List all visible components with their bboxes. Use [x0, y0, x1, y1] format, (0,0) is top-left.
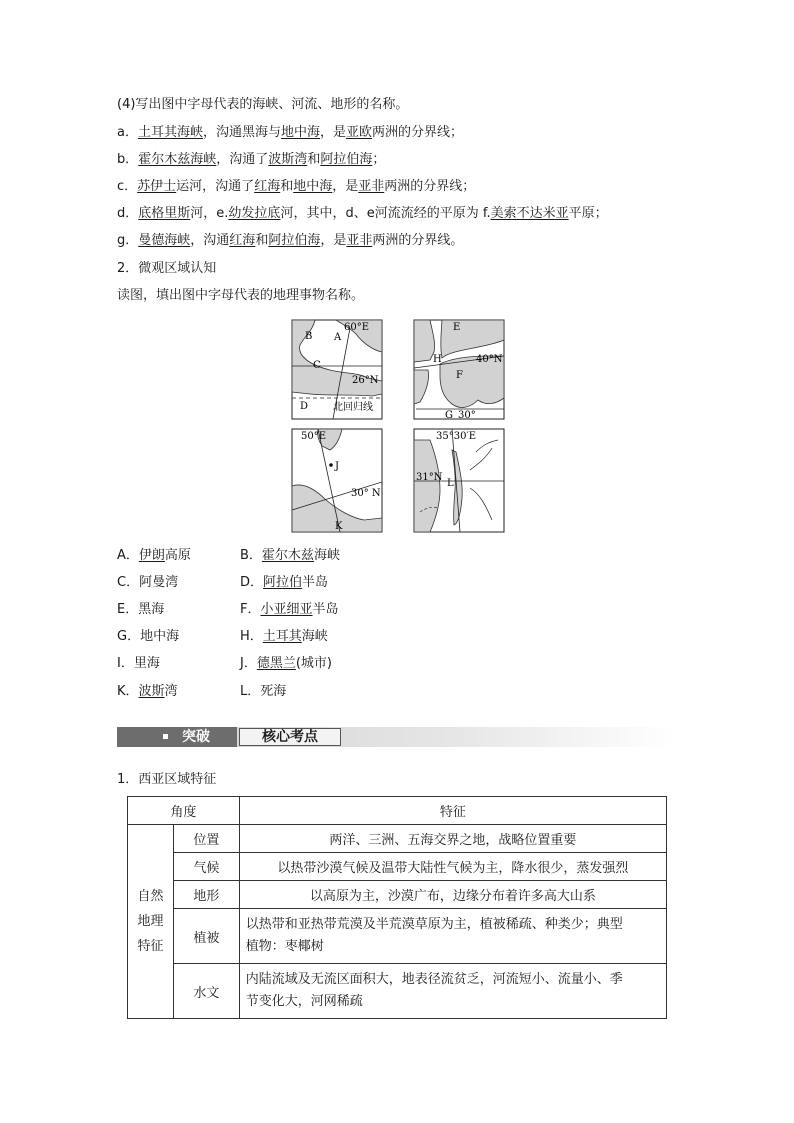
section1-heading: 1．西亚区域特征: [117, 772, 217, 787]
text: 运河，沟通了: [176, 179, 255, 194]
feature-cell: 以高原为主，沙漠广布，边缘分布着许多高大山系: [239, 881, 666, 909]
map2-lat-label: 40°N: [476, 354, 503, 365]
answer-c: [117, 574, 178, 592]
q2-heading: 2．微观区域认知: [117, 261, 217, 276]
map2-letter-f: F: [456, 370, 463, 381]
map2-letter-g: G: [445, 410, 453, 421]
header-angle: 角度: [128, 797, 240, 825]
text: 阿曼湾: [139, 575, 179, 590]
banner-tag-core: 核心考点: [239, 728, 341, 746]
q4-title: (4)写出图中字母代表的海峡、河流、地形的名称。: [117, 97, 409, 112]
answer-a: [117, 547, 191, 565]
aspect-cell: 水文: [173, 964, 239, 1019]
feature-line: 以热带和亚热带荒漠及半荒漠草原为主，植被稀疏、种类少；典型: [245, 917, 623, 932]
answer-blank: 霍尔木兹海峡: [138, 152, 217, 167]
map1-letter-a: A: [334, 332, 342, 343]
text: 高原: [164, 548, 191, 563]
answer-blank: 亚非: [358, 179, 385, 194]
answer-k: [117, 683, 178, 701]
answer-blank: 霍尔木兹: [261, 548, 314, 563]
text: 地中海: [140, 629, 180, 644]
map1-tropic-label: 北回归线: [333, 402, 373, 413]
text: 和: [255, 233, 269, 248]
prefix: F．: [240, 602, 261, 617]
text: 里海: [133, 656, 160, 671]
text: 半岛: [312, 602, 339, 617]
text: (城市): [295, 656, 333, 671]
answer-blank: 亚非: [346, 233, 373, 248]
prefix: b．: [117, 152, 139, 167]
prefix: H．: [240, 629, 263, 644]
answer-blank: 地中海: [293, 179, 333, 194]
text: 海峡: [313, 548, 340, 563]
map4-lon-label: 35°30′E: [436, 431, 477, 442]
map1-letter-b: B: [305, 331, 313, 342]
answer-blank: 阿拉伯: [263, 575, 303, 590]
map-1: [292, 320, 382, 419]
answer-b: [240, 547, 340, 565]
feature-cell: [239, 909, 666, 964]
table-row: [128, 825, 667, 853]
text: 死海: [260, 684, 287, 699]
prefix: c．: [117, 179, 138, 194]
category-line: 地理: [137, 914, 164, 929]
text: ，是: [332, 179, 359, 194]
feature-line: 节变化大，河网稀疏: [245, 994, 363, 1009]
prefix: a．: [117, 125, 138, 140]
prefix: D．: [240, 575, 264, 590]
prefix: K．: [117, 684, 139, 699]
table-row: [128, 909, 667, 964]
map1-lon-label: 60°E: [344, 322, 370, 333]
text: ，沟通了: [216, 152, 269, 167]
answer-l: [240, 683, 286, 701]
map3-lat-label: 30° N: [351, 488, 381, 499]
text: 和: [280, 179, 294, 194]
map4-lat-label: 31°N: [416, 472, 443, 483]
map-3: [292, 429, 382, 532]
answer-j: [240, 655, 332, 673]
answer-h: [240, 628, 328, 646]
map-4: [414, 429, 504, 532]
table-row: [128, 881, 667, 909]
map2-letter-h: H: [433, 354, 442, 365]
map1-letter-c: C: [313, 360, 321, 371]
map2-letter-e: E: [453, 322, 461, 333]
text: 海峡: [301, 629, 328, 644]
feature-line: 植物：枣椰树: [245, 939, 324, 954]
answer-e: [117, 601, 164, 619]
map3-letter-k: K: [335, 521, 343, 532]
aspect-cell: 位置: [173, 825, 239, 853]
banner-left-label: 突破: [182, 729, 210, 745]
answer-i: [117, 655, 160, 673]
map-2: [414, 320, 504, 421]
answer-blank: 红海: [254, 179, 281, 194]
prefix: A．: [117, 548, 139, 563]
prefix: B．: [240, 548, 262, 563]
answer-blank: 底格里斯: [138, 206, 191, 221]
region-maps: [0, 0, 794, 540]
header-feature: 特征: [239, 797, 666, 825]
text: 两洲的分界线。: [372, 233, 464, 248]
text: 黑海: [138, 602, 165, 617]
feature-line: 内陆流域及无流区面积大，地表径流贫乏，河流短小、流量小、季: [245, 972, 623, 987]
text: ，沟通黑海与: [202, 125, 281, 140]
text: ，是: [320, 125, 347, 140]
banner-tag-breakthrough: [117, 727, 237, 747]
text: 湾: [164, 684, 178, 699]
answer-g: [117, 628, 179, 646]
text: 两洲的分界线；: [384, 179, 476, 194]
table-row: [128, 964, 667, 1019]
table-header-row: [128, 797, 667, 825]
category-line: 自然: [137, 889, 164, 904]
answer-f: [240, 601, 339, 619]
answer-blank: 伊朗: [138, 548, 165, 563]
map3-letter-j: J: [335, 461, 340, 472]
category-line: 特征: [137, 939, 164, 954]
section-banner: [117, 727, 677, 747]
feature-cell: 以热带沙漠气候及温带大陆性气候为主，降水很少，蒸发强烈: [239, 853, 666, 881]
answer-blank: 亚欧: [346, 125, 373, 140]
prefix: E．: [117, 602, 139, 617]
answer-blank: 土耳其: [262, 629, 302, 644]
answer-blank: 波斯: [138, 684, 165, 699]
answer-blank: 曼德海峡: [138, 233, 191, 248]
answer-blank: 土耳其海峡: [137, 125, 203, 140]
square-icon: [163, 734, 168, 739]
map3-lon-label: 50°E: [301, 431, 327, 442]
answer-blank: 地中海: [281, 125, 321, 140]
text: 平原；: [568, 206, 608, 221]
answer-blank: 德黑兰: [256, 656, 296, 671]
feature-cell: 两洋、三洲、五海交界之地，战略位置重要: [239, 825, 666, 853]
text: 和: [307, 152, 321, 167]
category-cell: [128, 825, 174, 1019]
text: ，是: [320, 233, 347, 248]
aspect-cell: 植被: [173, 909, 239, 964]
answer-blank: 幼发拉底: [228, 206, 281, 221]
table-row: [128, 853, 667, 881]
aspect-cell: 地形: [173, 881, 239, 909]
west-asia-feature-table: [127, 796, 667, 1019]
prefix: d．: [117, 206, 139, 221]
map1-letter-d: D: [300, 401, 309, 412]
answer-blank: 苏伊士: [137, 179, 177, 194]
aspect-cell: 气候: [173, 853, 239, 881]
text: ；: [372, 152, 386, 167]
prefix: L．: [240, 684, 261, 699]
text: 两洲的分界线；: [372, 125, 464, 140]
map4-letter-l: L: [447, 478, 454, 489]
answer-blank: 阿拉伯海: [320, 152, 373, 167]
answer-blank: 阿拉伯海: [268, 233, 321, 248]
prefix: J．: [240, 656, 257, 671]
answer-blank: 波斯湾: [268, 152, 308, 167]
map1-lat-label: 26°N: [352, 375, 379, 386]
text: ，沟通: [190, 233, 230, 248]
text: 河，其中，d、e河流流经的平原为 f.: [280, 206, 491, 221]
answer-blank: 美索不达米亚: [490, 206, 569, 221]
answer-d: [240, 574, 328, 592]
prefix: C．: [117, 575, 140, 590]
prefix: G．: [117, 629, 141, 644]
prefix: I．: [117, 656, 134, 671]
feature-cell: [239, 964, 666, 1019]
text: 河，e.: [190, 206, 229, 221]
prefix: g．: [117, 233, 139, 248]
q2-instruction: 读图，填出图中字母代表的地理事物名称。: [117, 288, 365, 303]
answer-blank: 小亚细亚: [260, 602, 313, 617]
answer-blank: 红海: [229, 233, 256, 248]
text: 半岛: [302, 575, 329, 590]
map2-lat2-label: 30°: [458, 410, 476, 421]
